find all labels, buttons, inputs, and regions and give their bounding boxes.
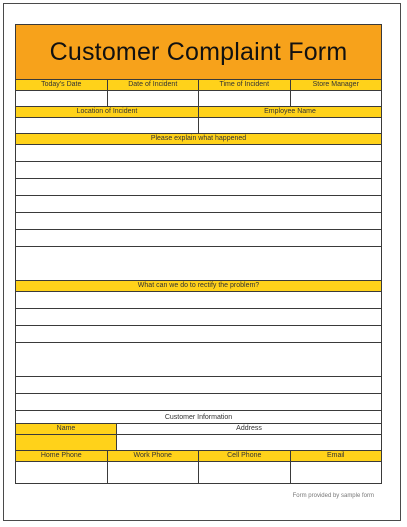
- form-title-bar: [15, 24, 382, 80]
- rectify-header: What can we do to rectify the problem?: [16, 281, 382, 292]
- explain-line[interactable]: [16, 179, 382, 196]
- complaint-form: [15, 24, 382, 484]
- explain-line[interactable]: [16, 230, 382, 247]
- cell-phone-field[interactable]: [199, 462, 291, 484]
- work-phone-label: Work Phone: [108, 451, 200, 462]
- customer-phone-header-row: [15, 451, 382, 462]
- explain-line[interactable]: [16, 145, 382, 162]
- address-label: Address: [117, 424, 382, 435]
- incident-info-input-row: [15, 91, 382, 107]
- cell-phone-label: Cell Phone: [199, 451, 291, 462]
- form-title: Customer Complaint Form: [49, 37, 348, 66]
- date-of-incident-label: Date of Incident: [108, 80, 200, 91]
- footer-credit: Form provided by sample form: [292, 493, 374, 499]
- explain-line[interactable]: [16, 213, 382, 230]
- incident-info-header-row: [15, 80, 382, 91]
- customer-phone-input-row: [15, 462, 382, 484]
- location-of-incident-label: Location of Incident: [16, 107, 199, 118]
- rectify-line[interactable]: [16, 309, 382, 326]
- store-manager-field[interactable]: [291, 91, 383, 107]
- explain-line[interactable]: [16, 162, 382, 179]
- rectify-line[interactable]: [16, 377, 382, 394]
- date-of-incident-field[interactable]: [108, 91, 200, 107]
- home-phone-label: Home Phone: [16, 451, 108, 462]
- rectify-section: [15, 281, 382, 411]
- customer-info-header: Customer Information: [16, 411, 382, 424]
- store-manager-label: Store Manager: [291, 80, 383, 91]
- rectify-line[interactable]: [16, 394, 382, 411]
- todays-date-label: Today's Date: [16, 80, 108, 91]
- address-field[interactable]: [117, 435, 382, 451]
- time-of-incident-field[interactable]: [199, 91, 291, 107]
- work-phone-field[interactable]: [108, 462, 200, 484]
- name-field[interactable]: [16, 435, 117, 451]
- explain-section: [15, 134, 382, 281]
- employee-name-field[interactable]: [199, 118, 382, 134]
- location-header-row: [15, 107, 382, 118]
- name-label: Name: [16, 424, 117, 435]
- customer-info-section: [15, 411, 382, 424]
- home-phone-field[interactable]: [16, 462, 108, 484]
- rectify-line[interactable]: [16, 326, 382, 343]
- email-field[interactable]: [291, 462, 383, 484]
- rectify-line[interactable]: [16, 343, 382, 377]
- explain-header: Please explain what happened: [16, 134, 382, 145]
- explain-line[interactable]: [16, 196, 382, 213]
- rectify-line[interactable]: [16, 292, 382, 309]
- customer-name-input-row: [15, 435, 382, 451]
- explain-line[interactable]: [16, 247, 382, 281]
- employee-name-label: Employee Name: [199, 107, 382, 118]
- todays-date-field[interactable]: [16, 91, 108, 107]
- location-of-incident-field[interactable]: [16, 118, 199, 134]
- location-input-row: [15, 118, 382, 134]
- email-label: Email: [291, 451, 383, 462]
- time-of-incident-label: Time of Incident: [199, 80, 291, 91]
- customer-name-header-row: [15, 424, 382, 435]
